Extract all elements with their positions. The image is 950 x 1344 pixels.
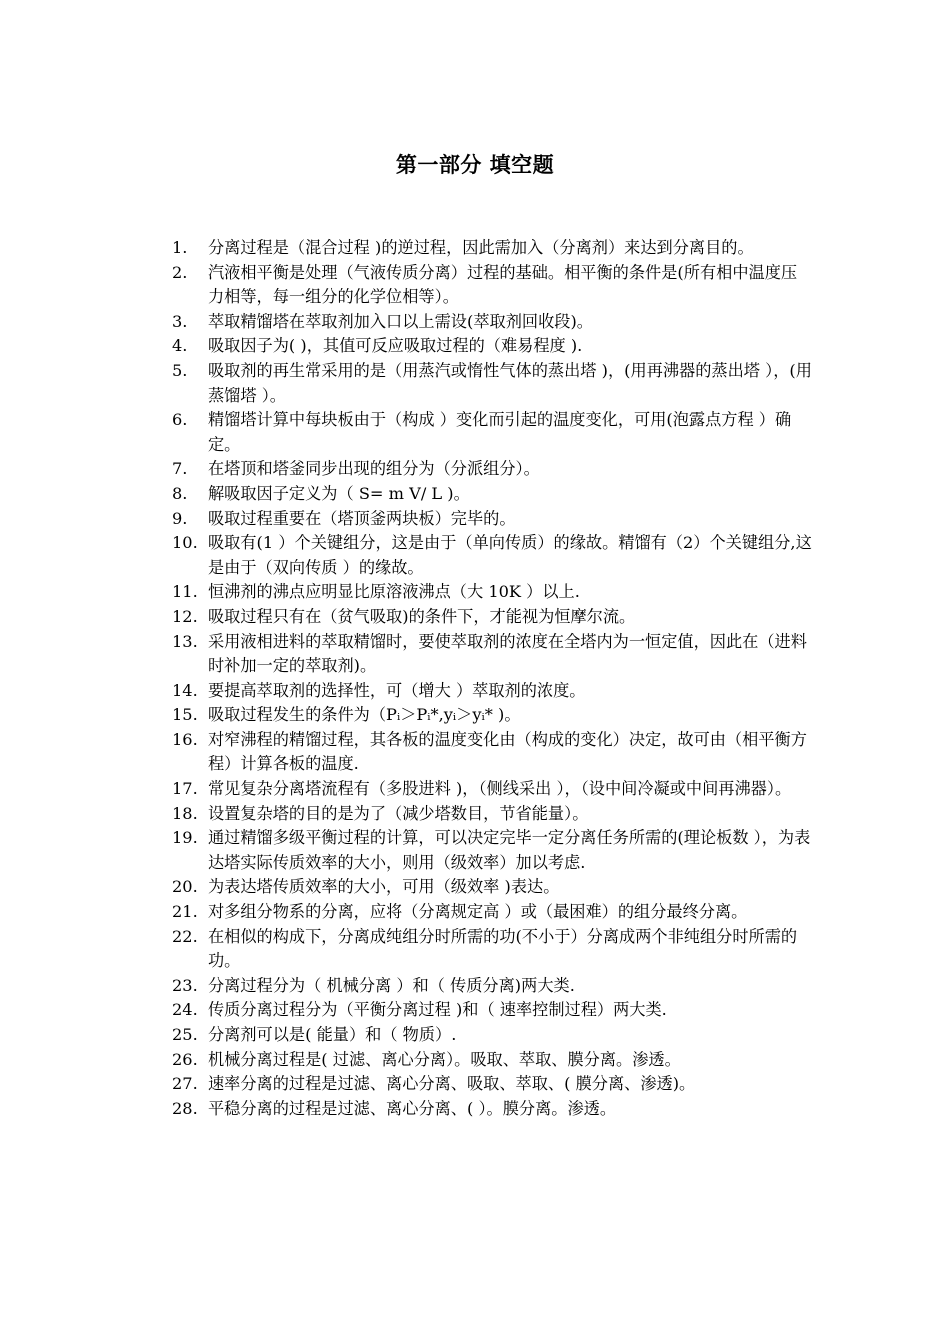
list-item: [172, 531, 812, 580]
question-text: 在塔顶和塔釜同步出现的组分为（分派组分）。: [208, 459, 540, 479]
question-number: 24.: [172, 1000, 198, 1020]
list-item: [172, 974, 812, 999]
question-number: 25.: [172, 1025, 198, 1044]
list-item: [172, 482, 812, 507]
list-item: [172, 925, 812, 974]
question-number: 6.: [172, 410, 188, 430]
list-item: [172, 580, 812, 605]
question-number: 21.: [172, 902, 198, 922]
question-number: 10.: [172, 533, 198, 553]
question-number: 12.: [172, 606, 198, 626]
list-item: [172, 507, 812, 532]
list-item: [172, 310, 812, 335]
question-number: 16.: [172, 729, 198, 749]
list-item: [172, 1097, 812, 1122]
list-item: [172, 777, 812, 802]
page-title: 第一部分 填空题: [395, 153, 555, 177]
question-number: 28.: [172, 1098, 198, 1118]
list-item: [172, 900, 812, 925]
question-text: 吸取因子为( )，其值可反应吸取过程的（难易程度 ).: [208, 336, 583, 356]
question-number: 15.: [172, 705, 198, 725]
list-item: [172, 728, 812, 777]
question-text: 要提高萃取剂的选择性，可（增大 ）萃取剂的浓度。: [208, 680, 586, 700]
question-number: 11.: [172, 582, 198, 602]
list-item: [172, 1072, 812, 1097]
list-item: [172, 605, 812, 630]
list-item: [172, 875, 812, 900]
question-text: 吸取过程发生的条件为（Pᵢ＞Pᵢ*,yᵢ＞yᵢ* )。: [208, 705, 521, 725]
list-item: [172, 630, 812, 679]
question-text: 传质分离过程分为（平衡分离过程 )和（ 速率控制过程）两大类.: [208, 1000, 667, 1020]
question-text: 分离过程分为（ 机械分离 ）和（ 传质分离)两大类.: [208, 975, 575, 995]
question-text: 为表达塔传质效率的大小，可用（级效率 )表达。: [208, 877, 560, 897]
question-number: 18.: [172, 803, 198, 823]
list-item: [172, 334, 812, 359]
list-item: [172, 679, 812, 704]
list-item: [172, 261, 812, 310]
question-text: 分离过程是（混合过程 )的逆过程，因此需加入（分离剂）来达到分离目的。: [208, 238, 754, 257]
question-text: 萃取精馏塔在萃取剂加入口以上需设(萃取剂回收段)。: [208, 311, 593, 331]
question-number: 2.: [172, 262, 188, 282]
list-item: [172, 359, 812, 408]
question-number: 20.: [172, 877, 198, 897]
question-number: 1.: [172, 238, 188, 257]
question-number: 22.: [172, 926, 198, 946]
list-item: [172, 1023, 812, 1048]
question-text: 分离剂可以是( 能量）和（ 物质）.: [208, 1025, 457, 1044]
question-list: [172, 236, 812, 1121]
list-item: [172, 1048, 812, 1073]
question-number: 17.: [172, 779, 198, 799]
question-text: 吸取过程重要在（塔顶釜两块板）完毕的。: [208, 508, 516, 528]
question-text: 在相似的构成下，分离成纯组分时所需的功(不小于）分离成两个非纯组分时所需的功。: [208, 926, 798, 971]
question-number: 27.: [172, 1074, 198, 1094]
list-item: [172, 998, 812, 1023]
question-number: 19.: [172, 828, 198, 848]
question-text: 机械分离过程是( 过滤、离心分离）。吸取、萃取、膜分离。渗透。: [208, 1049, 681, 1069]
question-text: 设置复杂塔的目的是为了（减少塔数目，节省能量）。: [208, 803, 589, 823]
question-number: 23.: [172, 975, 198, 995]
question-text: 常见复杂分离塔流程有（多股进料 )，（侧线采出 ），（设中间冷凝或中间再沸器）。: [208, 779, 792, 799]
question-number: 5.: [172, 360, 188, 380]
list-item: [172, 703, 812, 728]
question-text: 吸取过程只有在（贫气吸取)的条件下，才能视为恒摩尔流。: [208, 606, 636, 626]
question-number: 13.: [172, 631, 198, 651]
question-text: 吸取剂的再生常采用的是（用蒸汽或惰性气体的蒸出塔 )，(用再沸器的蒸出塔 ），(用蒸馏塔 ）。: [208, 360, 812, 405]
question-number: 14.: [172, 680, 198, 700]
question-text: 恒沸剂的沸点应明显比原溶液沸点（大 10K ）以上.: [208, 582, 580, 602]
question-text: 速率分离的过程是过滤、离心分离、吸取、萃取、( 膜分离、渗透)。: [208, 1074, 696, 1094]
question-text: 精馏塔计算中每块板由于（构成 ）变化而引起的温度变化，可用(泡露点方程 ）确定。: [208, 410, 792, 454]
question-number: 9.: [172, 508, 188, 528]
question-number: 4.: [172, 336, 188, 356]
list-item: [172, 826, 812, 875]
question-number: 7.: [172, 459, 188, 479]
list-item: [172, 802, 812, 827]
question-text: 吸取有(1 ）个关键组分，这是由于（单向传质）的缘故。精馏有（2）个关键组分,这是由于（双向传质 ）的缘故。: [208, 533, 812, 577]
question-text: 汽液相平衡是处理（气液传质分离）过程的基础。相平衡的条件是(所有相中温度压力相等，每一组分的化学位相等）。: [208, 262, 798, 307]
question-text: 解吸取因子定义为（ S= m V/ L )。: [208, 483, 470, 503]
list-item: [172, 236, 812, 261]
question-number: 26.: [172, 1049, 198, 1069]
question-text: 对窄沸程的精馏过程，其各板的温度变化由（构成的变化）决定，故可由（相平衡方程）计算各板的温度.: [208, 729, 807, 774]
question-text: 通过精馏多级平衡过程的计算，可以决定完毕一定分离任务所需的(理论板数 ），为表达塔实际传质效率的大小，则用（级效率）加以考虑.: [208, 828, 811, 872]
question-text: 采用液相进料的萃取精馏时，要使萃取剂的浓度在全塔内为一恒定值，因此在（进料时补加一定的萃取剂)。: [208, 631, 807, 676]
question-number: 3.: [172, 311, 188, 331]
list-item: [172, 408, 812, 457]
question-text: 对多组分物系的分离，应将（分离规定高 ）或（最困难）的组分最终分离。: [208, 902, 748, 922]
question-number: 8.: [172, 483, 188, 503]
question-text: 平稳分离的过程是过滤、离心分离、( ）。膜分离。渗透。: [208, 1098, 617, 1118]
list-item: [172, 457, 812, 482]
